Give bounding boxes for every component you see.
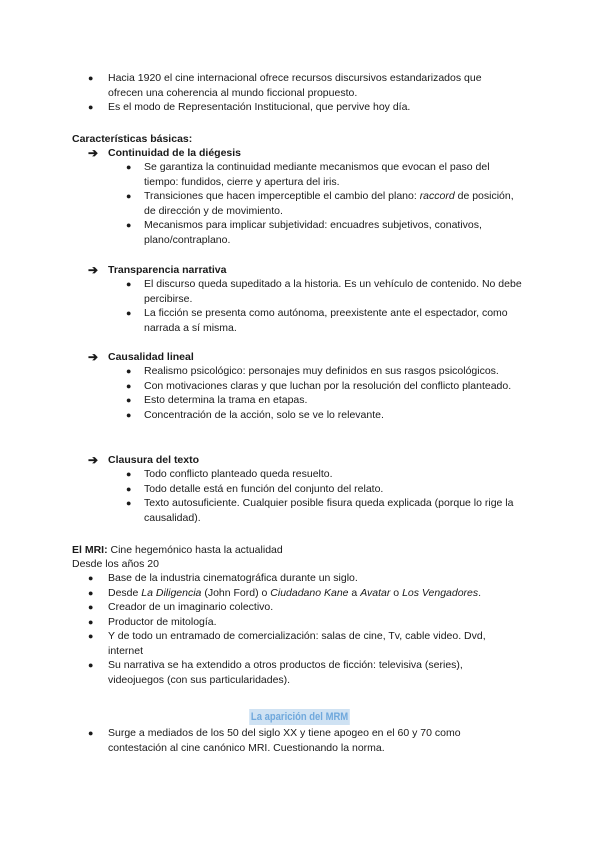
list-item bbox=[126, 218, 524, 247]
list-item-text: Texto autosuficiente. Cualquier posible fisura queda explicada (porque lo rige la causalidad). bbox=[144, 497, 514, 524]
mrm-list bbox=[88, 726, 518, 755]
list-item-text: Productor de mitología. bbox=[108, 615, 217, 628]
subsection-list bbox=[126, 467, 524, 525]
section-heading: Características básicas: bbox=[72, 133, 193, 145]
subsection-title: Transparencia narrativa bbox=[108, 264, 227, 276]
bullet-icon: ● bbox=[126, 469, 132, 479]
bullet-icon: ● bbox=[88, 587, 94, 598]
list-item bbox=[126, 408, 524, 423]
mri-list bbox=[88, 571, 518, 687]
list-item-text: Esto determina la trama en etapas. bbox=[144, 394, 308, 406]
bullet-icon: ● bbox=[126, 409, 132, 420]
arrow-icon: ➔ bbox=[88, 350, 99, 364]
list-item bbox=[126, 482, 524, 497]
subsection-title: Continuidad de la diégesis bbox=[108, 147, 242, 159]
mri-heading bbox=[72, 543, 283, 558]
list-item bbox=[88, 726, 518, 755]
italic-term: raccord bbox=[419, 190, 455, 202]
subsection-heading bbox=[88, 263, 227, 278]
list-item-text: Su narrativa se ha extendido a otros productos de ficción: televisiva (series), videojuegos (con sus particularidades). bbox=[108, 659, 463, 686]
film-title: La Diligencia bbox=[141, 586, 202, 599]
list-item-text: Concentración de la acción, solo se ve lo relevante. bbox=[144, 408, 384, 421]
film-title: Ciudadano Kane bbox=[270, 586, 349, 599]
subsection-list bbox=[126, 364, 524, 422]
bullet-icon: ● bbox=[126, 220, 132, 230]
bullet-icon: ● bbox=[126, 162, 132, 172]
list-item bbox=[126, 306, 524, 335]
arrow-icon: ➔ bbox=[88, 263, 99, 277]
list-item-text: Todo detalle está en función del conjunto del relato. bbox=[144, 482, 384, 495]
subsection-heading bbox=[88, 453, 200, 468]
list-item bbox=[88, 100, 518, 115]
list-item bbox=[88, 658, 518, 687]
list-item-text: Transiciones que hacen imperceptible el cambio del plano: raccord de posición, de dirección y de movimiento. bbox=[144, 190, 514, 217]
bullet-icon: ● bbox=[88, 631, 94, 641]
list-item-text: El discurso queda supeditado a la historia. Es un vehículo de contenido. No debe percibirse. bbox=[144, 278, 522, 305]
bullet-icon: ● bbox=[126, 498, 132, 508]
intro-list bbox=[88, 71, 518, 115]
mri-label-rest: Cine hegemónico hasta la actualidad bbox=[107, 544, 283, 556]
list-item bbox=[88, 571, 518, 586]
bullet-icon: ● bbox=[126, 380, 132, 391]
list-item-text: Mecanismos para implicar subjetividad: encuadres subjetivos, conativos, plano/contraplano. bbox=[144, 219, 482, 246]
arrow-icon: ➔ bbox=[88, 146, 99, 160]
list-item-text: Realismo psicológico: personajes muy definidos en sus rasgos psicológicos. bbox=[144, 365, 499, 377]
subsection-list bbox=[126, 160, 524, 247]
bullet-icon: ● bbox=[88, 573, 94, 583]
list-item bbox=[88, 586, 518, 601]
list-item-text: La ficción se presenta como autónoma, preexistente ante el espectador, como narrada a sí misma. bbox=[144, 307, 508, 334]
list-item-text: Y de todo un entramado de comercialización: salas de cine, Tv, cable video. Dvd, internet bbox=[108, 630, 486, 657]
list-item bbox=[126, 364, 524, 379]
list-item bbox=[126, 393, 524, 408]
list-item bbox=[126, 160, 524, 189]
bullet-icon: ● bbox=[88, 602, 94, 612]
list-item-text: Hacia 1920 el cine internacional ofrece recursos discursivos estandarizados que ofrecen una coherencia al mundo ficcional propuesto. bbox=[108, 72, 482, 99]
film-title: Avatar bbox=[360, 586, 391, 599]
mri-label: El MRI: bbox=[72, 544, 108, 556]
bullet-icon: ● bbox=[126, 308, 132, 318]
list-item-text: Se garantiza la continuidad mediante mecanismos que evocan el paso del tiempo: fundidos, cierre y apertura del iris. bbox=[144, 161, 490, 188]
list-item bbox=[88, 71, 518, 100]
bullet-icon: ● bbox=[126, 483, 132, 494]
subsection-list bbox=[126, 277, 524, 335]
subsection-title: Causalidad lineal bbox=[108, 351, 194, 363]
bullet-icon: ● bbox=[88, 728, 94, 738]
mrm-title-wrap bbox=[0, 709, 600, 725]
list-item bbox=[88, 629, 518, 658]
list-item bbox=[88, 600, 518, 615]
arrow-icon: ➔ bbox=[88, 453, 99, 467]
bullet-icon: ● bbox=[88, 616, 94, 627]
bullet-icon: ● bbox=[126, 191, 132, 201]
bullet-icon: ● bbox=[126, 395, 132, 405]
mrm-title: La aparición del MRM bbox=[251, 711, 349, 723]
list-item-text: Surge a mediados de los 50 del siglo XX y tiene apogeo en el 60 y 70 como contestación al cine canónico MRI. Cuestionando la norma. bbox=[108, 727, 461, 754]
list-item bbox=[126, 379, 524, 394]
bullet-icon: ● bbox=[88, 660, 94, 670]
bullet-icon: ● bbox=[126, 366, 132, 376]
bullet-icon: ● bbox=[126, 279, 132, 289]
subsection-heading bbox=[88, 146, 242, 161]
film-title: Los Vengadores bbox=[402, 586, 479, 599]
list-item bbox=[126, 496, 524, 525]
bullet-icon: ● bbox=[88, 102, 94, 112]
list-item bbox=[88, 615, 518, 630]
subsection-title: Clausura del texto bbox=[108, 454, 200, 466]
list-item bbox=[126, 277, 524, 306]
list-item-text: Creador de un imaginario colectivo. bbox=[108, 601, 274, 613]
list-item-text: Con motivaciones claras y que luchan por la resolución del conflicto planteado. bbox=[144, 379, 512, 392]
subsection-heading bbox=[88, 350, 194, 365]
list-item bbox=[126, 467, 524, 482]
list-item-text: Base de la industria cinematográfica durante un siglo. bbox=[108, 572, 358, 584]
list-item bbox=[126, 189, 524, 218]
list-item-text: Es el modo de Representación Institucional, que pervive hoy día. bbox=[108, 101, 411, 113]
mri-since: Desde los años 20 bbox=[72, 558, 159, 570]
list-item-text: Desde La Diligencia (John Ford) o Ciudadano Kane a Avatar o Los Vengadores. bbox=[108, 586, 482, 599]
list-item-text: Todo conflicto planteado queda resuelto. bbox=[144, 468, 333, 480]
bullet-icon: ● bbox=[88, 73, 94, 83]
